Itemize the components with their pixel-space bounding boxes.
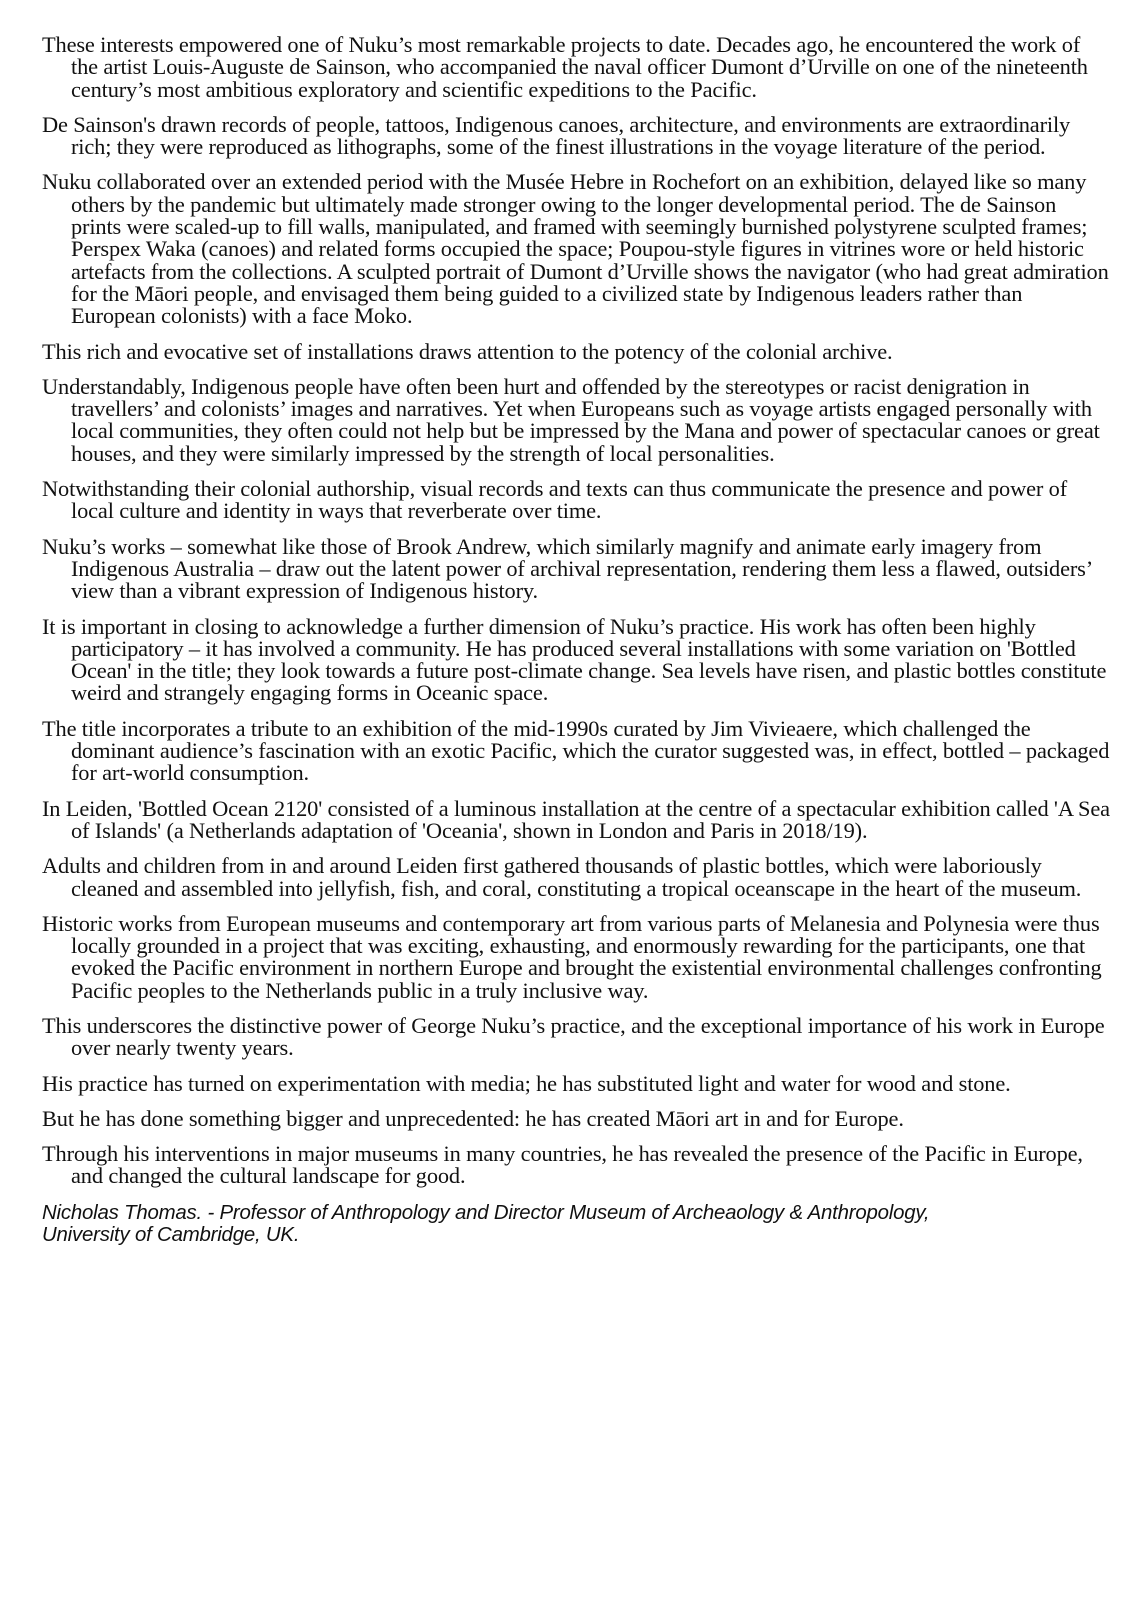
- paragraph-5: Understandably, Indigenous people have often been hurt and offended by the stereotypes or racist denigration in travellers’ and colonists’ images and narratives. Yet when Europeans such as voyage artists engaged personally with local communities, they often could not help but be impressed by the Mana and power of spectacular canoes or great houses, and they were similarly impressed by the strength of local personalities.: [42, 373, 1100, 466]
- paragraph-15: But he has done something bigger and unprecedented: he has created Māori art in and for Europe.: [42, 1105, 904, 1131]
- paragraph-12: Historic works from European museums and contemporary art from various parts of Melanesia and Polynesia were thus locally grounded in a project that was exciting, exhausting, and enormously rewarding for the participants, one that evoked the Pacific environment in northern Europe and brought the existential environmental challenges confronting Pacific peoples to the Netherlands public in a truly inclusive way.: [42, 910, 1102, 1003]
- paragraph-7: Nuku’s works – somewhat like those of Brook Andrew, which similarly magnify and animate early imagery from Indigenous Australia – draw out the latent power of archival representation, rendering them less a flawed, outsiders’ view than a vibrant expression of Indigenous history.: [42, 533, 1092, 604]
- paragraph-4: This rich and evocative set of installations draws attention to the potency of the colonial archive.: [42, 338, 893, 364]
- paragraph-1: These interests empowered one of Nuku’s most remarkable projects to date. Decades ago, he encountered the work of the artist Louis-Auguste de Sainson, who accompanied the naval officer Dumont d’Urville on one of the nineteenth century’s most ambitious exploratory and scientific expeditions to the Pacific.: [42, 32, 1088, 102]
- paragraph-13: This underscores the distinctive power of George Nuku’s practice, and the exceptional importance of his work in Europe over nearly twenty years.: [42, 1012, 1105, 1061]
- paragraph-6: Notwithstanding their colonial authorship, visual records and texts can thus communicate the presence and power of local culture and identity in ways that reverberate over time.: [42, 476, 1068, 524]
- paragraph-8: It is important in closing to acknowledge a further dimension of Nuku’s practice. His work has often been highly participatory – it has involved a community. He has produced several installations with some variation on 'Bottled Ocean' in the title; they look towards a future post-climate change. Sea levels have risen, and plastic bottles constitute weird and strangely engaging forms in Oceanic space.: [42, 613, 1107, 706]
- paragraph-14: His practice has turned on experimentation with media; he has substituted light and water for wood and stone.: [42, 1070, 1011, 1096]
- paragraph-10: In Leiden, 'Bottled Ocean 2120' consisted of a luminous installation at the centre of a spectacular exhibition called 'A Sea of Islands' (a Netherlands adaptation of 'Oceania', shown in London and Paris in 2018/19).: [42, 795, 1110, 843]
- paragraph-2: De Sainson's drawn records of people, tattoos, Indigenous canoes, architecture, and environments are extraordinarily rich; they were reproduced as lithographs, some of the finest illustrations in the voyage literature of the period.: [42, 111, 1071, 160]
- paragraph-11: Adults and children from in and around Leiden first gathered thousands of plastic bottles, which were laboriously cleaned and assembled into jellyfish, fish, and coral, constituting a tropical oceanscape in the heart of the museum.: [42, 853, 1082, 901]
- paragraph-16: Through his interventions in major museums in many countries, he has revealed the presence of the Pacific in Europe, and changed the cultural landscape for good.: [42, 1141, 1083, 1189]
- document-page: [42, 34, 1110, 1246]
- paragraph-9: The title incorporates a tribute to an exhibition of the mid-1990s curated by Jim Vivieaere, which challenged the dominant audience’s fascination with an exotic Pacific, which the curator suggested was, in effect, bottled – packaged for art-world consumption.: [42, 715, 1110, 786]
- paragraph-3: Nuku collaborated over an extended period with the Musée Hebre in Rochefort on an exhibition, delayed like so many others by the pandemic but ultimately made stronger owing to the longer developmental period. The de Sainson prints were scaled-up to fill walls, manipulated, and framed with seemingly burnished polystyrene sculpted frames; Perspex Waka (canoes) and related forms occupied the space; Poupou-style figures in vitrines wore or held historic artefacts from the collections. A sculpted portrait of Dumont d’Urville shows the navigator (who had great admiration for the Māori people, and envisaged them being guided to a civilized state by Indigenous leaders rather than European colonists) with a face Moko.: [42, 169, 1109, 329]
- author-signature: Nicholas Thomas. - Professor of Anthropology and Director Museum of Archeaology & Anthropology, University of Cambridge, UK.: [42, 1201, 930, 1246]
